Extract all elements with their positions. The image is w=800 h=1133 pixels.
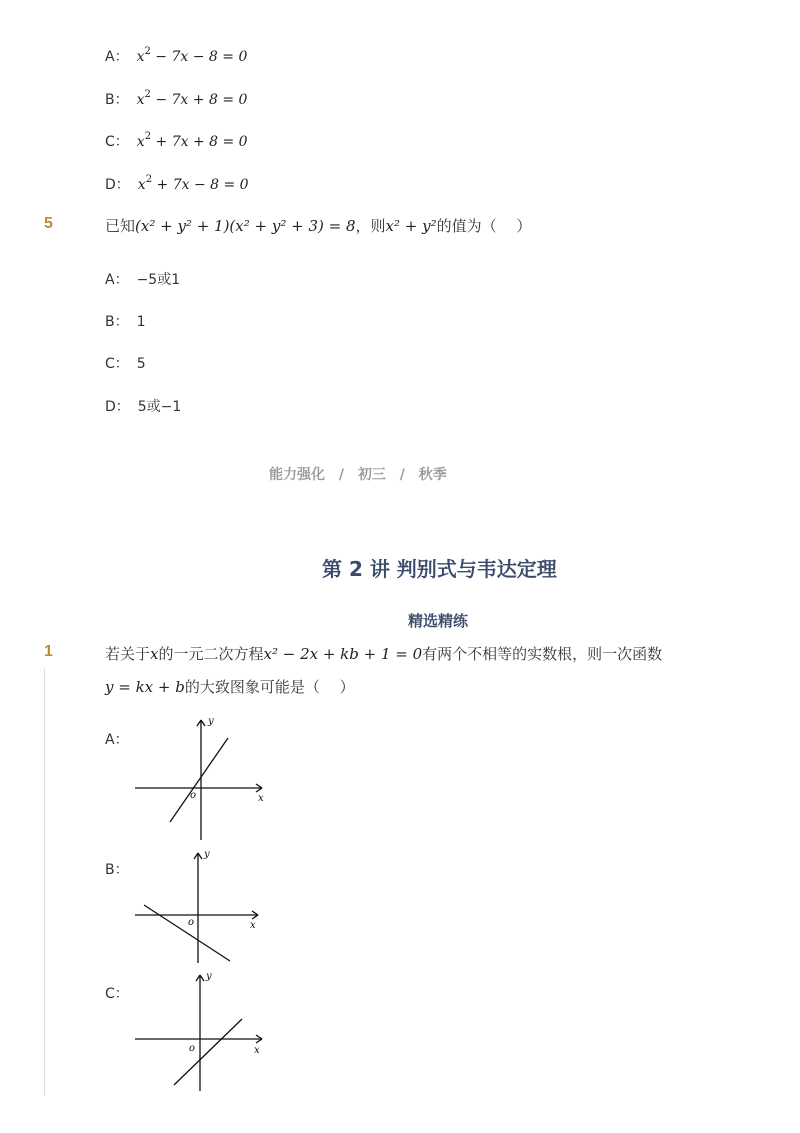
- q5-middle: ，则: [355, 217, 386, 235]
- q4-option-c[interactable]: [105, 131, 248, 151]
- y-label: y: [204, 849, 210, 860]
- option-sup: 2: [144, 131, 152, 142]
- section-title: 精选精练: [408, 612, 469, 630]
- option-label: B：: [105, 314, 129, 330]
- question-1-line-2: [105, 676, 355, 697]
- q4-option-d[interactable]: [105, 174, 249, 194]
- x-label: x: [258, 793, 264, 804]
- footer-part: 初三: [357, 467, 386, 483]
- q5-option-a[interactable]: [105, 269, 180, 289]
- option-label: C：: [105, 356, 129, 372]
- q5-option-b[interactable]: [105, 311, 146, 331]
- option-value: 5或−1: [137, 399, 182, 415]
- option-label: C：: [105, 986, 129, 1002]
- footer-separator: /: [399, 467, 405, 483]
- option-sup: 2: [144, 89, 151, 100]
- page-footer-breadcrumb: [0, 464, 800, 484]
- option-label: C：: [105, 134, 129, 150]
- graph-option-b: [130, 843, 270, 969]
- graph-line: [170, 738, 228, 822]
- option-value: 5: [136, 356, 146, 372]
- option-sup: 2: [144, 46, 151, 57]
- lesson-title: 第 2 讲 判别式与韦达定理: [322, 557, 557, 581]
- q1-text: 的一元二次方程: [158, 645, 264, 663]
- graph-line: [174, 1019, 242, 1085]
- origin-label: o: [189, 1043, 196, 1054]
- option-expr-rest: − 7x − 8 = 0: [150, 49, 248, 65]
- q1-option-c[interactable]: [105, 983, 129, 1003]
- option-expr-rest: + 7x + 8 = 0: [151, 134, 248, 150]
- footer-part: 秋季: [418, 467, 447, 483]
- q1-function: y = kx + b: [105, 678, 185, 696]
- q4-option-b[interactable]: [105, 89, 247, 109]
- q1-var: x: [150, 645, 159, 663]
- option-sup: 2: [145, 174, 153, 185]
- q5-option-d[interactable]: [105, 396, 181, 416]
- option-label: B：: [105, 92, 129, 108]
- option-value: −5或1: [136, 272, 181, 288]
- x-label: x: [250, 920, 256, 931]
- q5-equation: (x² + y² + 1)(x² + y² + 3) = 8: [135, 217, 356, 235]
- option-value: 1: [136, 314, 146, 330]
- q1-equation: x² − 2x + kb + 1 = 0: [263, 645, 423, 663]
- footer-part: 能力强化: [269, 467, 325, 483]
- graph-line: [144, 905, 230, 961]
- option-expr-rest: − 7x + 8 = 0: [150, 92, 248, 108]
- question-divider: [44, 668, 45, 1096]
- option-label: A：: [105, 272, 129, 288]
- q5-option-c[interactable]: [105, 353, 146, 373]
- y-label: y: [206, 971, 212, 982]
- q1-text: 有两个不相等的实数根，则一次函数: [422, 645, 663, 663]
- origin-label: o: [188, 917, 195, 928]
- option-expr: x: [136, 92, 145, 108]
- option-label: B：: [105, 862, 129, 878]
- y-label: y: [208, 716, 214, 727]
- x-label: x: [254, 1045, 260, 1056]
- option-expr: x: [136, 134, 145, 150]
- q5-suffix: 的值为（ ）: [436, 217, 532, 235]
- graph-option-c: [130, 967, 270, 1097]
- option-label: A：: [105, 732, 129, 748]
- q5-prefix: 已知: [105, 217, 136, 235]
- graph-option-a: [130, 712, 270, 844]
- option-label: A：: [105, 49, 129, 65]
- question-number: 1: [44, 643, 53, 660]
- q1-option-a[interactable]: [105, 729, 129, 749]
- q1-option-b[interactable]: [105, 859, 129, 879]
- question-1-line-1: [105, 643, 662, 664]
- footer-separator: /: [338, 467, 344, 483]
- q4-option-a[interactable]: [105, 46, 247, 66]
- q1-text: 若关于: [105, 645, 151, 663]
- option-expr: x: [136, 49, 145, 65]
- option-expr-rest: + 7x − 8 = 0: [152, 177, 249, 193]
- question-5-text: [105, 215, 531, 236]
- origin-label: o: [190, 790, 197, 801]
- q1-text: 的大致图象可能是（ ）: [184, 678, 355, 696]
- option-label: D：: [105, 177, 130, 193]
- question-number: 5: [44, 215, 53, 232]
- q5-expression: x² + y²: [385, 217, 437, 235]
- option-expr: x: [137, 177, 146, 193]
- option-label: D：: [105, 399, 130, 415]
